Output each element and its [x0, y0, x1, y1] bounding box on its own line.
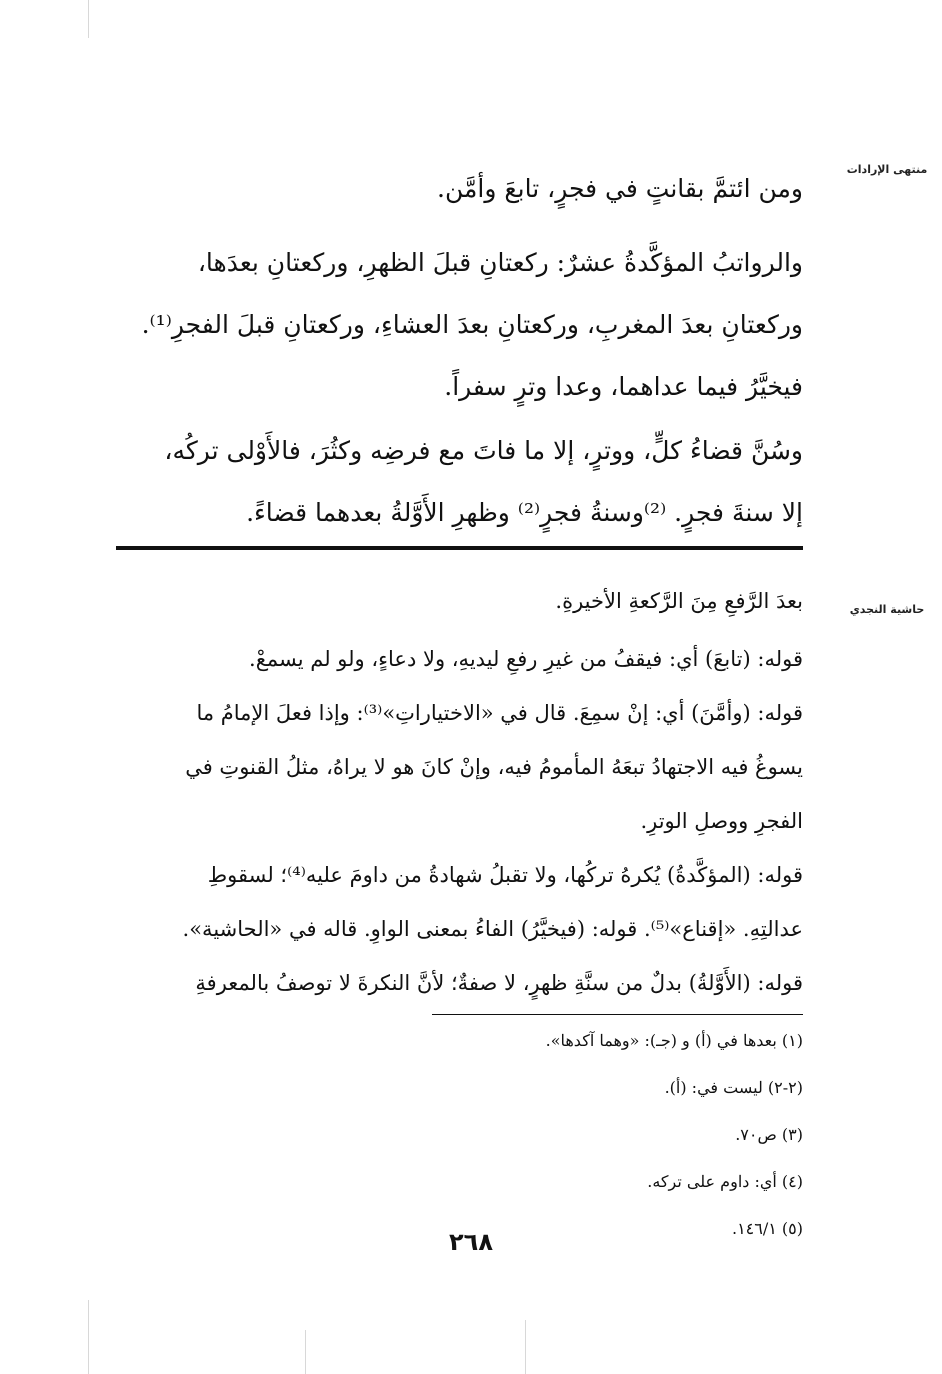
text-line: وسُنَّ قضاءُ كلٍّ، ووترٍ، إلا ما فاتَ مع فرضِه وكثُرَ، فالأَوْلى تركُه، [164, 436, 803, 465]
page-number: ٢٦٨ [449, 1228, 493, 1256]
text-line: فيخيَّرُ فيما عداهما، وعدا وترٍ سفراً. [444, 372, 803, 401]
footnote: (٢-٢) ليست في: (أ). [664, 1078, 803, 1097]
side-label-commentary: حاشية النجدي [849, 603, 925, 616]
footnote-divider [432, 1014, 803, 1015]
text-line: قوله: (الأَوَّلةُ) بدلٌ من سنَّةِ ظهرٍ، لا صفةٌ؛ لأنَّ النكرةَ لا توصفُ بالمعرفةِ [195, 971, 803, 995]
footnote: (٤) أي: داوم على تركه. [647, 1172, 803, 1191]
footnotes [110, 1017, 803, 1252]
text-line: عدالتِهِ. «إقناع»⁽⁵⁾. قوله: (فيخيَّرُ) الفاءُ بمعنى الواوِ. قاله في «الحاشية». [182, 917, 803, 941]
section-divider [116, 546, 803, 550]
text-line: بعدَ الرَّفعِ مِنَ الرَّكعةِ الأخيرةِ. [555, 589, 803, 613]
main-text-paragraph [110, 420, 803, 544]
text-line: إلا سنةَ فجرٍ. ⁽²⁾وسنةُ فجرٍ⁽²⁾ وظهرِ الأَوَّلةُ بعدهما قضاءً. [246, 498, 803, 527]
scan-artifact [525, 1320, 526, 1374]
scan-artifact [88, 1300, 89, 1374]
commentary-paragraph [110, 632, 803, 848]
text-line: وركعتانِ بعدَ المغربِ، وركعتانِ بعدَ العشاءِ، وركعتانِ قبلَ الفجرِ⁽¹⁾. [141, 310, 803, 339]
text-line: قوله: (المؤكَّدةُ) يُكرهُ تركُها، ولا تقبلُ شهادةُ من داومَ عليه⁽⁴⁾؛ لسقوطِ [207, 863, 803, 887]
text-line: قوله: (تابعَ) أي: فيقفُ من غيرِ رفعِ ليديهِ، ولا دعاءٍ، ولو لم يسمعْ. [249, 647, 803, 671]
commentary-paragraph [110, 574, 803, 628]
side-label-main-text: منتهى الإرادات [846, 163, 928, 176]
text-line: ومن ائتمَّ بقانتٍ في فجرٍ، تابعَ وأمَّن. [437, 174, 803, 203]
footnote: (٣) ص٧٠. [735, 1125, 803, 1144]
main-text-paragraph [110, 158, 803, 220]
main-text-paragraph [110, 232, 803, 418]
text-line: قوله: (وأمَّنَ) أي: إنْ سمِعَ. قال في «الاختياراتِ»⁽³⁾: وإذا فعلَ الإمامُ ما [196, 701, 803, 725]
text-line: الفجرِ ووصلِ الوترِ. [640, 809, 803, 833]
commentary-paragraph [110, 848, 803, 1010]
scan-artifact [88, 0, 89, 38]
scan-artifact [305, 1330, 306, 1374]
text-line: يسوغُ فيه الاجتهادُ تبعَهُ المأمومُ فيه، وإنْ كانَ هو لا يراهُ، مثلُ القنوتِ في [185, 755, 803, 779]
text-line: والرواتبُ المؤكَّدةُ عشرٌ: ركعتانِ قبلَ الظهرِ، وركعتانِ بعدَها، [197, 248, 803, 277]
footnote: (١) بعدها في (أ) و (جـ): «وهما آكدها». [545, 1031, 803, 1050]
footnote: (٥) ١٤٦/١. [731, 1219, 803, 1238]
